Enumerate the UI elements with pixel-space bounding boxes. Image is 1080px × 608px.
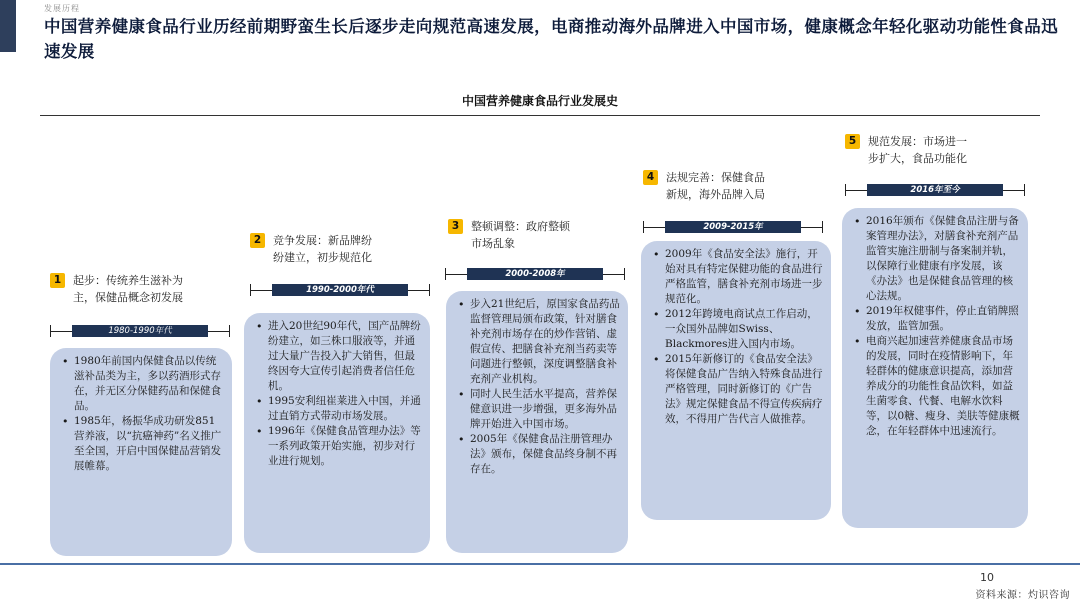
stage-heading (845, 133, 1035, 167)
bullet-item: • 1996年《保健食品管理办法》等一系列政策开始实施，初步对行业进行规划。 (254, 424, 422, 469)
page-title: 中国营养健康食品行业历经前期野蛮生长后逐步走向规范高速发展，电商推动海外品牌进入中国市场，健康概念年轻化驱动功能性食品迅速发展 (44, 17, 1058, 61)
bullet-item: • 同时人民生活水平提高，营养保健意识进一步增强，更多海外品牌开始进入中国市场。 (456, 387, 620, 432)
period-bar (845, 184, 1025, 196)
stage-heading-text: 规范发展：市场进一 步扩大，食品功能化 (868, 135, 967, 165)
bullet-item: • 2012年跨境电商试点工作启动，一众国外品牌如Swiss、Blackmores进入国内市场。 (651, 307, 823, 352)
period-label: 1990-2000年代 (272, 284, 408, 296)
section-tag: 发展历程 (44, 4, 80, 13)
stage-heading (448, 218, 638, 252)
chart-title: 中国营养健康食品行业发展史 (461, 94, 618, 108)
stage-number-badge: 4 (643, 170, 658, 185)
bullet-item: • 2009年《食品安全法》施行，开始对具有特定保健功能的食品进行严格监管，膳食补充剂市场进一步规范化。 (651, 247, 823, 307)
bullet-item: • 2005年《保健食品注册管理办法》颁布，保健食品终身制不再存在。 (456, 432, 620, 477)
bullet-item: • 1995安利纽崔莱进入中国，并通过直销方式带动市场发展。 (254, 394, 422, 424)
stage-heading (50, 272, 240, 306)
stage-card (641, 241, 831, 520)
page-number: 10 (980, 571, 994, 584)
footer-rule (0, 563, 1080, 565)
bullet-item: • 2016年颁布《保健食品注册与备案管理办法》，对膳食补充剂产品监管实施注册制与备案制并轨，以保障行业健康有序发展，该《办法》也是保健食品管理的核心法规。 (852, 214, 1020, 304)
stage-number-badge: 3 (448, 219, 463, 234)
stage-card (50, 348, 232, 556)
period-bar (50, 325, 230, 337)
stage-number-badge: 2 (250, 233, 265, 248)
period-label: 1980-1990年代 (72, 325, 208, 337)
stage-number-badge: 5 (845, 134, 860, 149)
period-bar (643, 221, 823, 233)
stage-card (244, 313, 430, 553)
bullet-item: • 进入20世纪90年代，国产品牌纷纷建立，如三株口服液等，并通过大量广告投入扩大销售，但最终因夸大宣传引起消费者信任危机。 (254, 319, 422, 394)
stage-card (842, 208, 1028, 528)
stage-heading-text: 法规完善：保健食品 新规，海外品牌入局 (666, 171, 765, 201)
source-note: 资料来源：灼识咨询 (975, 590, 1070, 601)
stage-heading-text: 起步：传统养生滋补为 主，保健品概念初发展 (73, 274, 183, 304)
stage-heading (250, 232, 440, 266)
chart-title-rule (40, 115, 1040, 116)
stage-number-badge: 1 (50, 273, 65, 288)
bullet-item: • 1985年，杨振华成功研发851营养液，以“抗癌神药”名义推广至全国，开启中国保健品营销发展帷幕。 (60, 414, 224, 474)
bullet-item: • 1980年前国内保健食品以传统滋补品类为主，多以药酒形式存在，并无区分保健药品和保健食品。 (60, 354, 224, 414)
stage-heading (643, 169, 833, 203)
period-bar (445, 268, 625, 280)
accent-bar (0, 0, 16, 52)
period-label: 2000-2008年 (467, 268, 603, 280)
bullet-item: • 2015年新修订的《食品安全法》将保健食品广告纳入特殊食品进行严格管理，同时新修订的《广告法》规定保健食品不得宣传疾病疗效，不得用广告代言人做推荐。 (651, 352, 823, 427)
period-label: 2016年至今 (867, 184, 1003, 196)
stage-heading-text: 整顿调整：政府整顿 市场乱象 (471, 220, 570, 250)
bullet-item: • 2019年权健事件，停止直销牌照发放，监管加强。 (852, 304, 1020, 334)
stage-heading-text: 竞争发展：新品牌纷 纷建立，初步规范化 (273, 234, 372, 264)
bullet-item: • 电商兴起加速营养健康食品市场的发展，同时在疫情影响下，年轻群体的健康意识提高，添加营养成分的功能性食品饮料，如益生菌零食、代餐、电解水饮料等，以0糖、瘦身、美肤等健康概念，在年轻群体中迅速流行。 (852, 334, 1020, 439)
bullet-item: • 步入21世纪后，原国家食品药品监督管理局颁布政策，针对膳食补充剂市场存在的炒作营销、虚假宣传、把膳食补充剂当药卖等问题进行整顿，深度调整膳食补充剂产业机构。 (456, 297, 620, 387)
stage-card (446, 291, 628, 553)
period-label: 2009-2015年 (665, 221, 801, 233)
period-bar (250, 284, 430, 296)
